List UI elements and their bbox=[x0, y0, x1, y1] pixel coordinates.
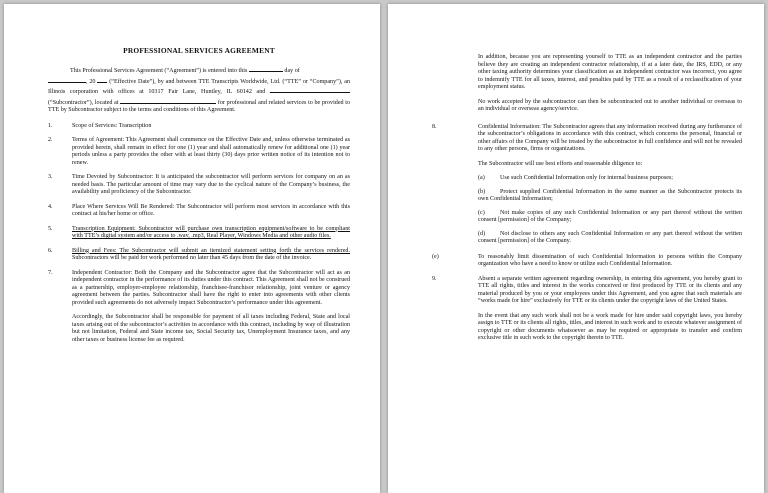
clause-1: 1. Scope of Services: Transcription bbox=[48, 122, 152, 129]
clause-7: 7. Independent Contractor: Both the Company and the Subcontractor agree that the Subcontractor will act as an independent contractor in the performance of its duties under this contract. This Agreement shall not be construed as a partnership, employer-employee relationship, franchisee-franchisor relationship, joint venture or agency agreement between the parties. Subcontractor shall have the right to enter into agreements with other clients provided such agreements do not adversely impact Subcontractor’s performance under this agreement. bbox=[48, 269, 350, 306]
clause-e: (e) To reasonably limit dissemination of such Confidential Information to persons within the Company organization who have a need to know or utilize such Confidential Information. bbox=[432, 253, 742, 267]
blank-location bbox=[120, 97, 216, 104]
clause-9: 9. Absent a separate written agreement regarding ownership, in entering this agreement, you hereby grant to TTE all rights, titles and interest in the works conceived or first produced by TTE or its clients and any material produced by you or your employees under this Agreement, and you agree that such materials are “works made for hire” exclusively for TTE or its clients under the copyright laws of the United States. bbox=[432, 275, 742, 304]
clause-4: 4. Place Where Services Will Be Rendered: The Subcontractor will perform most services in accordance with this contract at his/her home or office. bbox=[48, 203, 350, 217]
blank-subcontractor bbox=[270, 86, 350, 93]
blank-month bbox=[48, 76, 86, 83]
indemnify-paragraph: In addition, because you are representing yourself to TTE as an independent contractor and the parties believe they are creating an independent contractor relationship, if at a later date, the IRS, EDD, or any other taxing authority determines your classification as an independent contractor was incorrect, you agree to indemnify TTE for all taxes, interest, and penalties paid by TTE as a result of a reclassification of your employment status. bbox=[478, 54, 742, 90]
no-subcontracting-paragraph: No work accepted by the subcontractor can then be subcontracted out to another individual or overseas to an individual or overseas agency/service. bbox=[478, 98, 742, 112]
clause-6: 6. Billing and Fees: The Subcontractor will submit an itemized statement setting forth the services rendered. Subcontractors will be paid for work performed no later than 45 days from the date of the invoice. bbox=[48, 247, 350, 261]
best-efforts-paragraph: The Subcontractor will use best efforts and reasonable diligence to: bbox=[478, 160, 643, 167]
blank-day bbox=[249, 65, 283, 72]
intro-paragraph: This Professional Services Agreement (“Agreement”) is entered into this day of , 20 (“Effective Date”), by and between TTE Transcripts Worldwide, Ltd. (“TTE” or “Company”), an Illinois corporation with offices at 10317 Fair Lane, Huntley, IL 60142 and (“Subcontractor”), located at for professional and related services to be provided to TTE by Subcontractor subject to the terms and conditions of this Agreement. bbox=[48, 65, 350, 115]
document-page-2 bbox=[388, 4, 764, 493]
sub-clause-a: (a) Use such Confidential Information only for internal business purposes; bbox=[478, 175, 673, 181]
sub-clause-d: (d) Not disclose to others any such Confidential Information or any part thereof without the written consent [permission] of the Company. bbox=[478, 230, 742, 244]
clause-7-continuation: Accordingly, the Subcontractor shall be responsible for payment of all taxes including Federal, State and local taxes arising out of the subcontractor’s activities in accordance with this contract, including by way of illustration but not limitation, Federal and State income tax, Social Security tax, Unemployment Insurance taxes, and any other taxes or business license fee as required. bbox=[72, 314, 350, 343]
sub-clause-b: (b) Protect supplied Confidential Information in the same manner as the Subcontractor protects its own Confidential Information; bbox=[478, 188, 742, 202]
sub-clause-c: (c) Not make copies of any such Confidential Information or any part thereof without the written consent [permission] of the Company; bbox=[478, 209, 742, 223]
clause-2: 2. Terms of Agreement: This Agreement shall commence on the Effective Date and, unless otherwise terminated as provided herein, shall remain in effect for one (1) year and shall automatically renew for additional one (1) year periods unless a party provides the other with at least thirty (30) days prior written notice of its intention not to renew. bbox=[48, 137, 350, 166]
copyright-assignment-paragraph: In the event that any such work shall not be a work made for hire under said copyright laws, you hereby assign to TTE or its clients all rights, titles, and interest in such work and to execute whatever assignment of copyright or other documents whatsoever as may be required or appropriate to transfer and confirm exclusive title in such work to the copyright therein to TTE. bbox=[478, 312, 742, 341]
document-title: PROFESSIONAL SERVICES AGREEMENT bbox=[123, 46, 275, 55]
clause-5: 5. Transcription Equipment: Subcontractor will purchase own transcription equipment/software to be compliant with TTE’s digital system and/or access to .wav, .mp3, Real Player, Windows Media and other audio files. bbox=[48, 225, 350, 239]
clause-8: 8. Confidential Information: The Subcontractor agrees that any information received during any furtherance of the subcontractor’s obligations in accordance with this contract, which concerns the personal, financial or other affairs of the Company will be treated by the subcontractor in full confidence and will not be revealed to any other persons, firms or organizations. bbox=[432, 123, 742, 152]
document-page-1 bbox=[4, 4, 380, 493]
clause-3: 3. Time Devoted by Subcontractor: It is anticipated the subcontractor will perform services for company on an as needed basis. The particular amount of time may vary due to the cyclical nature of the Company’s business, the availability and proficiency of the Subcontractor. bbox=[48, 174, 350, 195]
blank-year bbox=[97, 76, 107, 83]
